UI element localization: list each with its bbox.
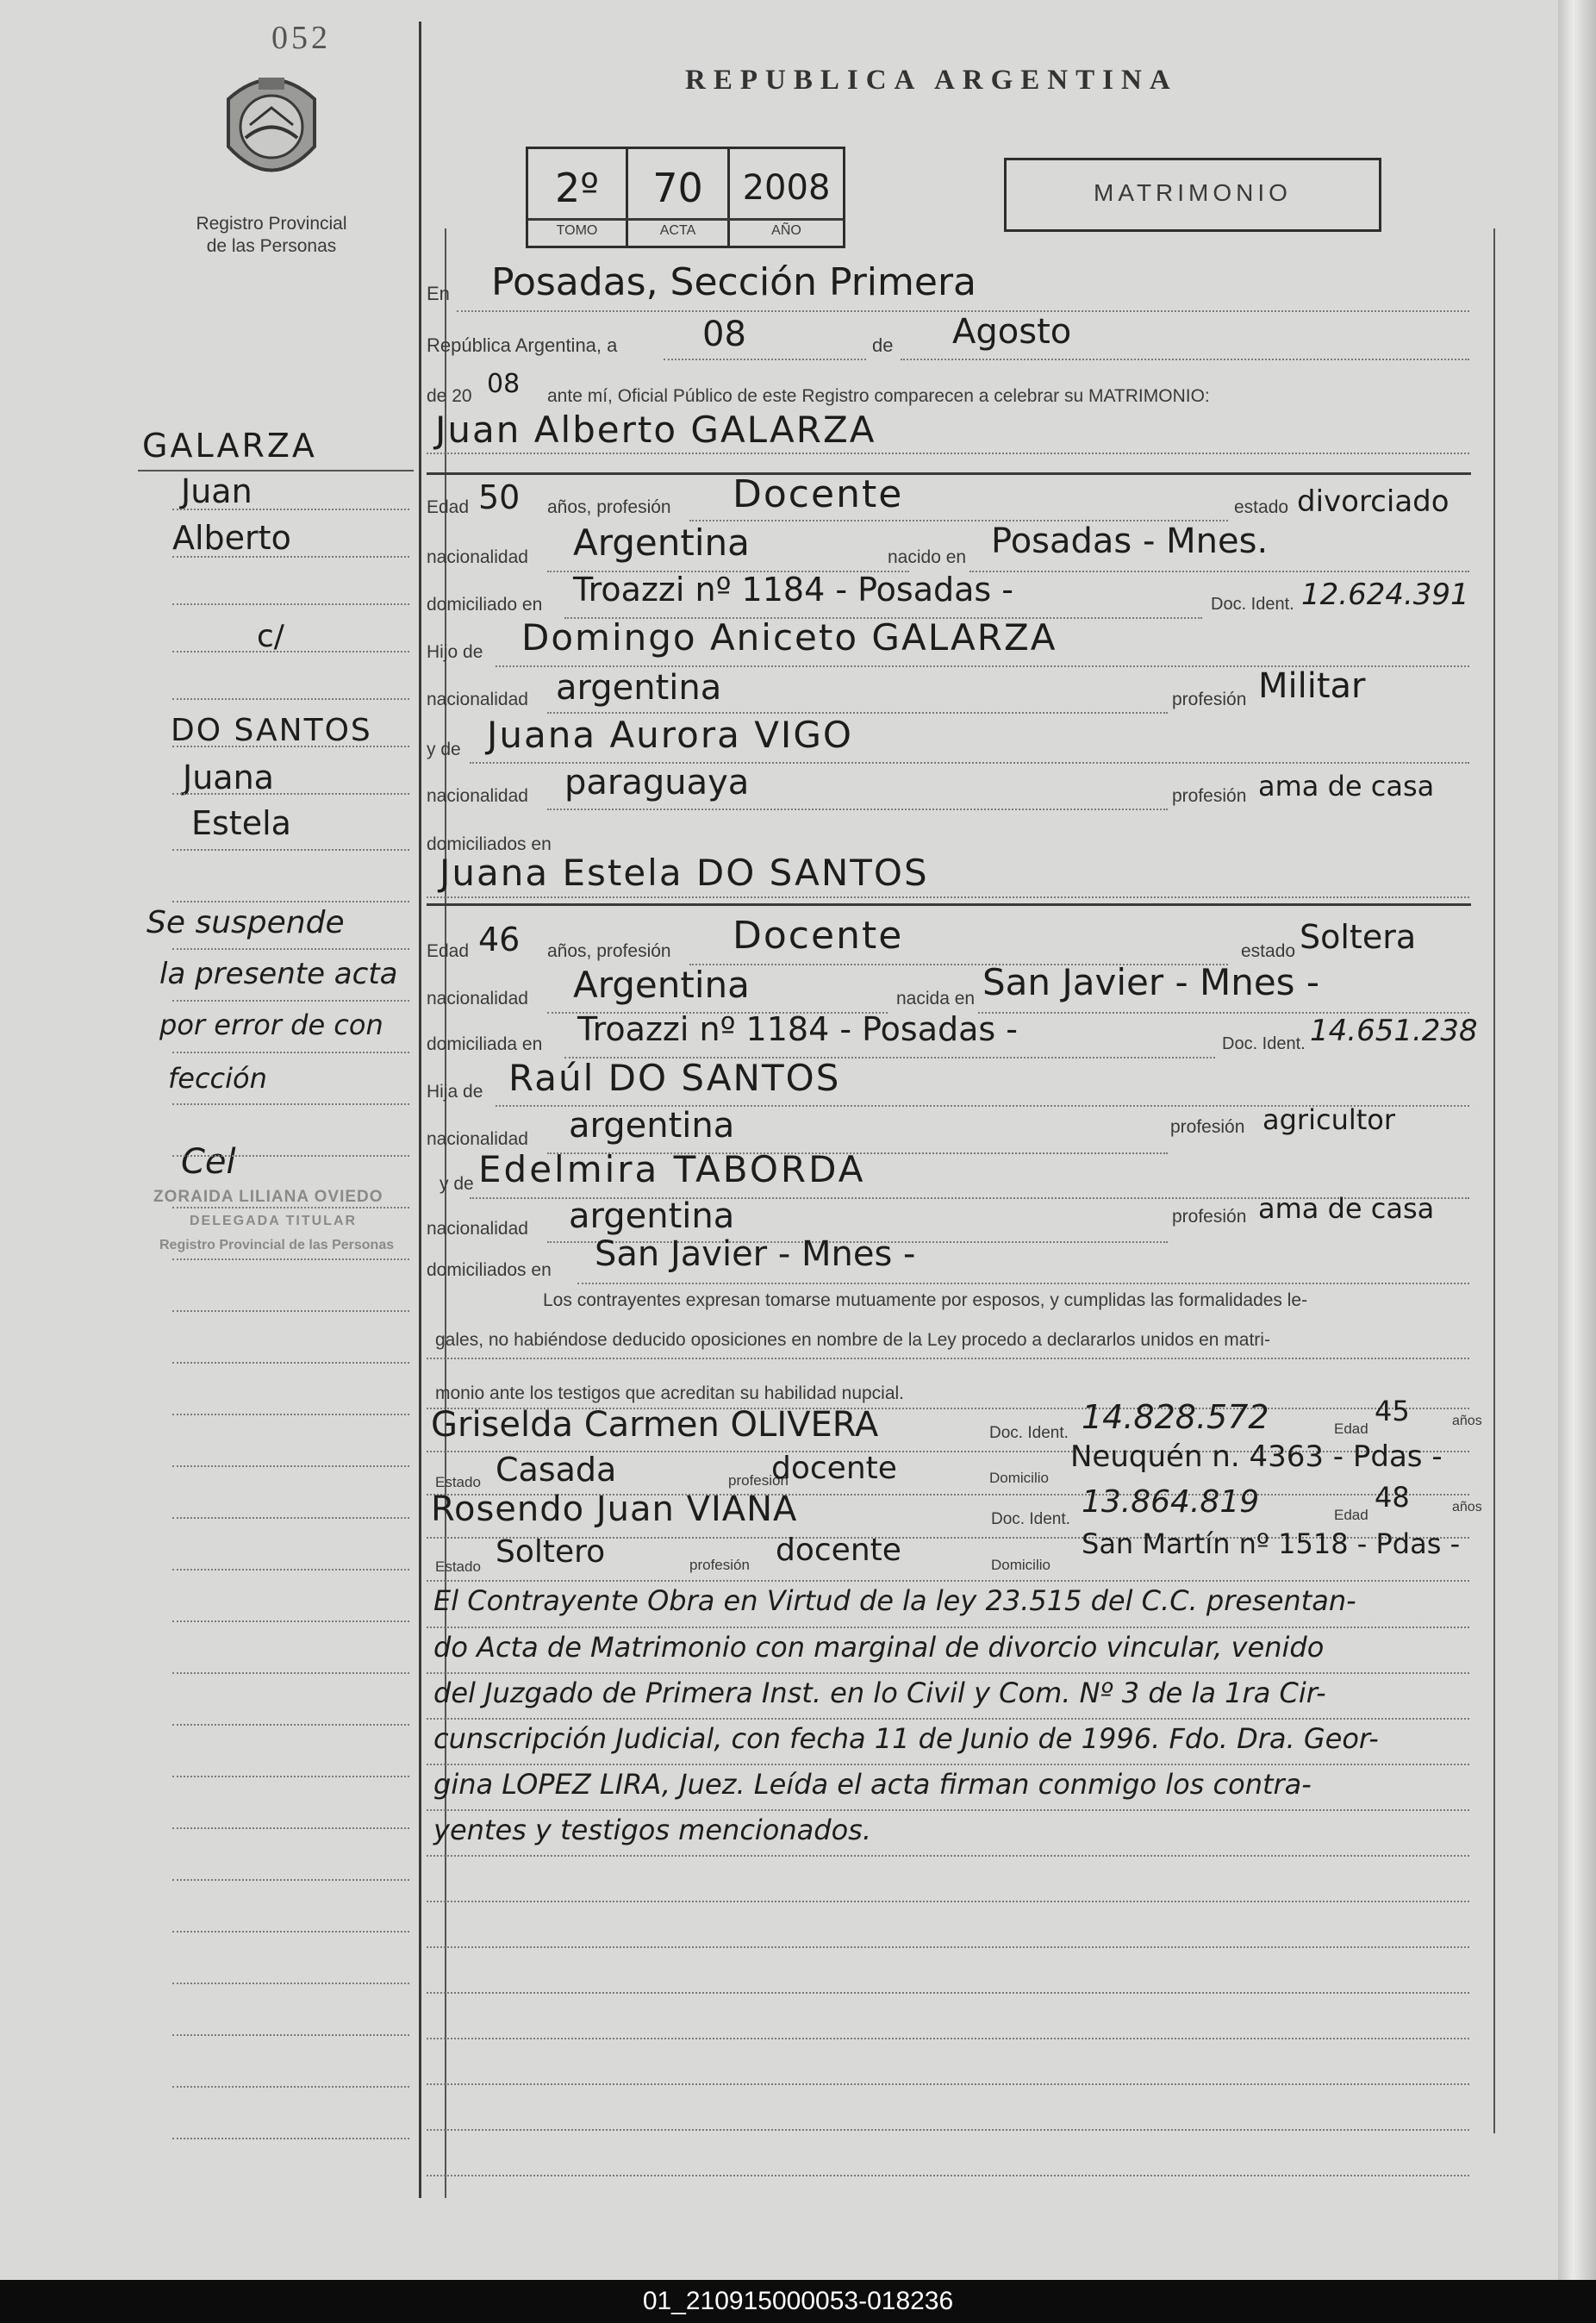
- bride-address: Troazzi nº 1184 - Posadas -: [577, 1010, 1019, 1048]
- nacionalidad-label: nacionalidad: [427, 547, 528, 567]
- witness2-profession: docente: [776, 1533, 901, 1568]
- profesion-label: profesión: [1172, 690, 1247, 709]
- witness-doc-ident-label: Doc. Ident.: [989, 1424, 1069, 1442]
- groom-nationality: Argentina: [573, 521, 750, 564]
- witness1-profession: docente: [771, 1451, 897, 1486]
- body-line2: gales, no habiéndose deducido oposiciones en nombre de la Ley procedo a declararlos unidos en matri-: [435, 1330, 1270, 1350]
- margin-note-3: por error de con: [159, 1009, 383, 1041]
- delegate-stamp-name: ZORAIDA LILIANA OVIEDO: [153, 1188, 383, 1206]
- bride-status: Soltera: [1300, 918, 1417, 956]
- groom-address: Troazzi nº 1184 - Posadas -: [573, 571, 1014, 609]
- witness-edad-label: Edad: [1334, 1421, 1368, 1437]
- margin-note-4: fección: [168, 1062, 267, 1095]
- margin-surname-groom: GALARZA: [142, 427, 317, 465]
- note-line-1: El Contrayente Obra en Virtud de la ley 23.515 del C.C. presentan-: [433, 1584, 1356, 1617]
- bride-birthplace: San Javier - Mnes -: [982, 961, 1320, 1003]
- y-de-label: y de: [440, 1174, 474, 1194]
- edad-label: Edad: [427, 497, 470, 517]
- domiciliados-en-label: domiciliados en: [427, 834, 552, 854]
- witness1-age: 45: [1375, 1395, 1410, 1427]
- country-title: REPUBLICA ARGENTINA: [685, 65, 1178, 96]
- margin-note-1: Se suspende: [147, 905, 345, 940]
- place-value: Posadas, Sección Primera: [491, 260, 977, 304]
- page-number: 052: [271, 20, 331, 56]
- domiciliada-en-label: domiciliada en: [427, 1034, 543, 1054]
- record-type: MATRIMONIO: [1094, 179, 1292, 206]
- republica-label: República Argentina, a: [427, 334, 618, 356]
- groom-father-nationality: argentina: [556, 668, 722, 708]
- witness-doc-ident-label: Doc. Ident.: [991, 1510, 1070, 1528]
- bride-father-nationality: argentina: [569, 1106, 735, 1146]
- margin-name2a: Juana: [183, 759, 274, 796]
- bride-age: 46: [478, 921, 521, 959]
- nacionalidad-label: nacionalidad: [427, 786, 528, 806]
- groom-father-profession: Militar: [1258, 666, 1366, 706]
- note-line-6: yentes y testigos mencionados.: [433, 1814, 871, 1846]
- hijo-de-label: Hijo de: [427, 642, 483, 662]
- month-value: Agosto: [952, 312, 1072, 352]
- note-line-2: do Acta de Matrimonio con marginal de divorcio vincular, venido: [433, 1631, 1325, 1664]
- edad-label: Edad: [427, 941, 470, 961]
- body-right-rule: [1493, 228, 1495, 2133]
- bride-profession: Docente: [733, 914, 904, 958]
- image-caption: 01_210915000053-018236: [642, 2287, 954, 2315]
- witness-domicilio-label: Domicilio: [991, 1557, 1050, 1573]
- witness1-name: Griselda Carmen OLIVERA: [431, 1405, 879, 1445]
- record-type-box: [1004, 158, 1381, 232]
- witness2-age: 48: [1375, 1481, 1410, 1514]
- witness-profesion-label: profesión: [728, 1472, 789, 1489]
- tomo-label: TOMO: [556, 223, 598, 238]
- body-left-rule: [445, 228, 446, 2198]
- tomo-value: 2º: [555, 165, 599, 211]
- registry-line1: Registro Provincial: [196, 214, 347, 234]
- acta-value: 70: [652, 165, 703, 211]
- provincial-seal-icon: [215, 65, 327, 194]
- margin-name1a: Juan: [181, 472, 252, 510]
- profesion-label: profesión: [1170, 1117, 1245, 1137]
- year-suffix: 08: [487, 369, 521, 399]
- groom-profession: Docente: [733, 472, 904, 516]
- witness-anos-label: años: [1452, 1500, 1482, 1514]
- nacionalidad-label: nacionalidad: [427, 690, 528, 709]
- page-edge: [1558, 0, 1596, 2280]
- bride-nationality: Argentina: [573, 964, 750, 1006]
- groom-father: Domingo Aniceto GALARZA: [521, 616, 1057, 659]
- bride-name: Juana Estela DO SANTOS: [440, 852, 929, 894]
- bride-parents-address: San Javier - Mnes -: [595, 1234, 916, 1274]
- day-value: 08: [702, 315, 746, 354]
- registry-line2: de las Personas: [206, 236, 337, 256]
- nacionalidad-label: nacionalidad: [427, 1219, 528, 1239]
- profesion-label: profesión: [1172, 786, 1247, 806]
- section-rule-bride: [427, 903, 1471, 906]
- de20-label: de 20: [427, 386, 472, 406]
- witness-edad-label: Edad: [1334, 1507, 1368, 1523]
- y-de-label: y de: [427, 740, 461, 759]
- intro-statement: ante mí, Oficial Público de este Registro comparecen a celebrar su MATRIMONIO:: [547, 386, 1210, 406]
- section-rule-groom: [427, 472, 1471, 475]
- nacionalidad-label: nacionalidad: [427, 989, 528, 1009]
- note-line-4: cunscripción Judicial, con fecha 11 de Junio de 1996. Fdo. Dra. Geor-: [433, 1722, 1379, 1755]
- groom-age: 50: [478, 478, 521, 516]
- groom-mother-profession: ama de casa: [1258, 770, 1435, 802]
- delegate-stamp-title: DELEGADA TITULAR: [190, 1214, 358, 1228]
- domiciliados-en-label: domiciliados en: [427, 1260, 552, 1280]
- note-line-5: gina LOPEZ LIRA, Juez. Leída el acta firman conmigo los contra-: [433, 1768, 1312, 1801]
- note-line-3: del Juzgado de Primera Inst. en lo Civil y Com. Nº 3 de la 1ra Cir-: [433, 1677, 1326, 1709]
- ano-label: AÑO: [771, 223, 801, 238]
- margin-rule: [138, 470, 414, 471]
- witness-domicilio-label: Domicilio: [989, 1470, 1049, 1486]
- margin-divider: [419, 22, 421, 2198]
- witness1-status: Casada: [496, 1451, 617, 1489]
- de-label: de: [872, 334, 894, 356]
- delegate-stamp-registry: Registro Provincial de las Personas: [159, 1238, 395, 1252]
- nacido-en-label: nacido en: [888, 547, 967, 567]
- margin-note-2: la presente acta: [159, 957, 398, 991]
- witness2-address: San Martín nº 1518 - Pdas -: [1082, 1527, 1461, 1560]
- bride-mother-nationality: argentina: [569, 1196, 735, 1236]
- witness-profesion-label: profesión: [689, 1557, 750, 1573]
- domiciliado-en-label: domiciliado en: [427, 595, 543, 615]
- margin-name1b: Alberto: [172, 519, 291, 557]
- witness2-name: Rosendo Juan VIANA: [431, 1489, 798, 1529]
- groom-doc: 12.624.391: [1301, 578, 1469, 612]
- groom-mother: Juana Aurora VIGO: [487, 714, 853, 756]
- bride-mother: Edelmira TABORDA: [478, 1148, 866, 1190]
- witness-anos-label: años: [1452, 1414, 1482, 1428]
- nacionalidad-label: nacionalidad: [427, 1129, 528, 1149]
- witness1-address: Neuquén n. 4363 - Pdas -: [1070, 1439, 1443, 1474]
- anos-profesion-label: años, profesión: [547, 941, 671, 961]
- en-label: En: [427, 283, 450, 304]
- witness2-doc: 13.864.819: [1082, 1484, 1260, 1520]
- bride-father: Raúl DO SANTOS: [508, 1057, 841, 1099]
- bride-doc: 14.651.238: [1310, 1014, 1478, 1048]
- doc-ident-label: Doc. Ident.: [1211, 595, 1294, 614]
- bride-father-profession: agricultor: [1262, 1103, 1396, 1136]
- acta-label: ACTA: [659, 223, 696, 238]
- groom-mother-nationality: paraguaya: [564, 763, 750, 802]
- nacida-en-label: nacida en: [896, 989, 976, 1009]
- profesion-label: profesión: [1172, 1207, 1247, 1227]
- doc-ident-label: Doc. Ident.: [1222, 1034, 1306, 1053]
- ano-value: 2008: [742, 168, 831, 208]
- groom-name: Juan Alberto GALARZA: [435, 409, 876, 451]
- witness-estado-label: Estado: [435, 1558, 481, 1575]
- margin-name2b: Estela: [191, 804, 291, 842]
- estado-label: estado: [1241, 941, 1296, 961]
- margin-surname-bride: DO SANTOS: [171, 713, 372, 748]
- bride-mother-profession: ama de casa: [1258, 1192, 1435, 1225]
- body-line3: monio ante los testigos que acreditan su habilidad nupcial.: [435, 1383, 905, 1403]
- groom-birthplace: Posadas - Mnes.: [991, 521, 1269, 561]
- witness-estado-label: Estado: [435, 1474, 481, 1490]
- hija-de-label: Hija de: [427, 1082, 483, 1102]
- estado-label: estado: [1234, 497, 1289, 517]
- witness2-status: Soltero: [496, 1534, 606, 1570]
- groom-status: divorciado: [1297, 484, 1449, 519]
- anos-profesion-label: años, profesión: [547, 497, 671, 517]
- margin-initials: Cel: [181, 1142, 236, 1182]
- witness1-doc: 14.828.572: [1082, 1398, 1269, 1436]
- margin-conj: c/: [257, 619, 284, 654]
- record-id-box: [526, 147, 845, 248]
- body-line1: Los contrayentes expresan tomarse mutuamente por esposos, y cumplidas las formalidades le-: [543, 1290, 1308, 1310]
